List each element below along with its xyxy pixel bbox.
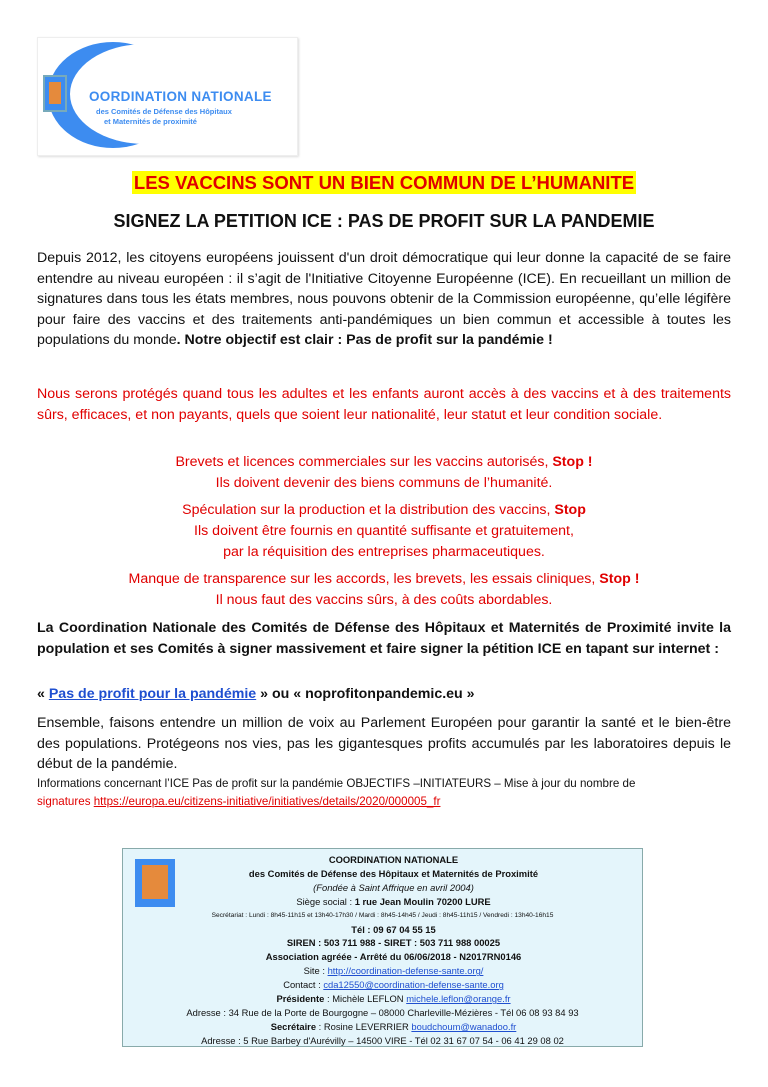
objective-statement: . Notre objectif est clair : Pas de profit sur la pandémie ! xyxy=(176,332,553,349)
intro-paragraph: Depuis 2012, les citoyens européens jouissent d'un droit démocratique qui leur donne la capacité de se faire entendre au niveau européen : il s’agit de l'Initiative Citoyenne Européenne (ICE). En recueillant un million de signatures dans tous les états membres, nous pouvons obtenir de la Commission européenne, qu’elle légifère pour faire des vaccins et des traitements anti-pandémiques un bien commun et accessible à toutes les populations du monde. Notre objectif est clair : Pas de profit sur la pandémie ! xyxy=(37,250,731,349)
footer-founded: (Fondée à Saint Affrique en avril 2004) xyxy=(313,881,474,893)
contact-email-link[interactable]: cda12550@coordination-defense-sante.org xyxy=(323,979,504,991)
footer-name: COORDINATION NATIONALE xyxy=(328,854,459,865)
footer-contact: Contact : cda12550@coordination-defense-sante.org xyxy=(283,979,504,991)
logo-title: OORDINATION NATIONALE xyxy=(89,89,272,104)
footer-secretary: Secrétaire : Rosine LEVERRIER boudchoum@wanadoo.fr xyxy=(270,1020,517,1032)
signatures-line: signatures https://europa.eu/citizens-initiative/initiatives/details/2020/000005_fr xyxy=(37,795,441,808)
footer-tel: Tél : 09 67 04 55 15 xyxy=(351,923,436,935)
footer-seat: Siège social : 1 rue Jean Moulin 70200 LURE xyxy=(296,895,491,907)
h-emblem-icon xyxy=(43,75,67,112)
closing-paragraph: Ensemble, faisons entendre un million de voix au Parlement Européen pour garantir la santé et le bien-être des populations. Protégeons nos vies, pas les gigantesques profits accumulés par les laboratoires depuis le début de la pandémie. xyxy=(37,715,731,773)
petition-link[interactable]: Pas de profit pour la pandémie xyxy=(48,686,257,702)
demand-patents: Brevets et licences commerciales sur les vaccins autorisés, Stop ! Ils doivent devenir des biens communs de l’humanité. xyxy=(175,454,593,491)
petition-line: « Pas de profit pour la pandémie » ou « noprofitonpandemic.eu » xyxy=(37,686,475,702)
demand-transparency: Manque de transparence sur les accords, les brevets, les essais cliniques, Stop ! Il nous faut des vaccins sûrs, à des coûts abordables. xyxy=(128,571,640,608)
site-link[interactable]: http://coordination-defense-sante.org/ xyxy=(327,965,484,977)
ice-url-link[interactable]: https://europa.eu/citizens-initiative/initiatives/details/2020/000005_fr xyxy=(93,795,441,808)
footer-contact-box xyxy=(122,848,643,1047)
organization-logo xyxy=(37,37,298,156)
footer-hours: Secrétariat : Lundi : 8h45-11h15 et 13h40-17h30 / Mardi : 8h45-14h45 / Jeudi : 8h45-11h15 / Vendredi : 13h40-16h15 xyxy=(211,911,554,919)
protected-paragraph: Nous serons protégés quand tous les adultes et les enfants auront accès à des vaccins et à des traitements sûrs, efficaces, et non payants, quels que soient leur nationalité, leur statut et leur condition sociale. xyxy=(37,386,731,423)
footer-address-2: Adresse : 5 Rue Barbey d'Aurévilly – 14500 VIRE - Tél 02 31 67 07 54 - 06 41 29 08 02 xyxy=(201,1034,564,1046)
logo-subtitle-1: des Comités de Défense des Hôpitaux xyxy=(96,107,232,116)
page-subtitle: SIGNEZ LA PETITION ICE : PAS DE PROFIT SUR LA PANDEMIE xyxy=(113,211,655,231)
footer-logo-icon xyxy=(135,859,175,907)
page-title: LES VACCINS SONT UN BIEN COMMUN DE L’HUMANITE xyxy=(133,172,635,193)
footer-president: Présidente : Michèle LEFLON michele.leflon@orange.fr xyxy=(276,993,511,1005)
invite-paragraph: La Coordination Nationale des Comités de Défense des Hôpitaux et Maternités de Proximité invite la population et ses Comités à signer massivement et faire signer la pétition ICE en tapant sur internet : xyxy=(37,620,731,657)
demand-speculation: Spéculation sur la production et la distribution des vaccins, Stop Ils doivent être fournis en quantité suffisante et gratuitement, par la réquisition des entreprises pharmaceutiques. xyxy=(182,502,586,560)
footer-site: Site : http://coordination-defense-sante.org/ xyxy=(303,965,484,977)
footer-address-1: Adresse : 34 Rue de la Porte de Bourgogne – 08000 Charleville-Mézières - Tél 06 08 93 84 93 xyxy=(186,1006,579,1018)
footer-agreement: Association agréée - Arrêté du 06/06/2018 - N2017RN0146 xyxy=(265,951,522,963)
logo-subtitle-2: et Maternités de proximité xyxy=(104,117,197,126)
info-line: Informations concernant l’ICE Pas de profit sur la pandémie OBJECTIFS –INITIATEURS – Mise à jour du nombre de xyxy=(37,777,636,790)
secretary-email-link[interactable]: boudchoum@wanadoo.fr xyxy=(411,1020,517,1032)
footer-siren: SIREN : 503 711 988 - SIRET : 503 711 988 00025 xyxy=(286,937,501,949)
footer-fullname: des Comités de Défense des Hôpitaux et Maternités de Proximité xyxy=(248,867,539,879)
president-email-link[interactable]: michele.leflon@orange.fr xyxy=(406,993,511,1005)
